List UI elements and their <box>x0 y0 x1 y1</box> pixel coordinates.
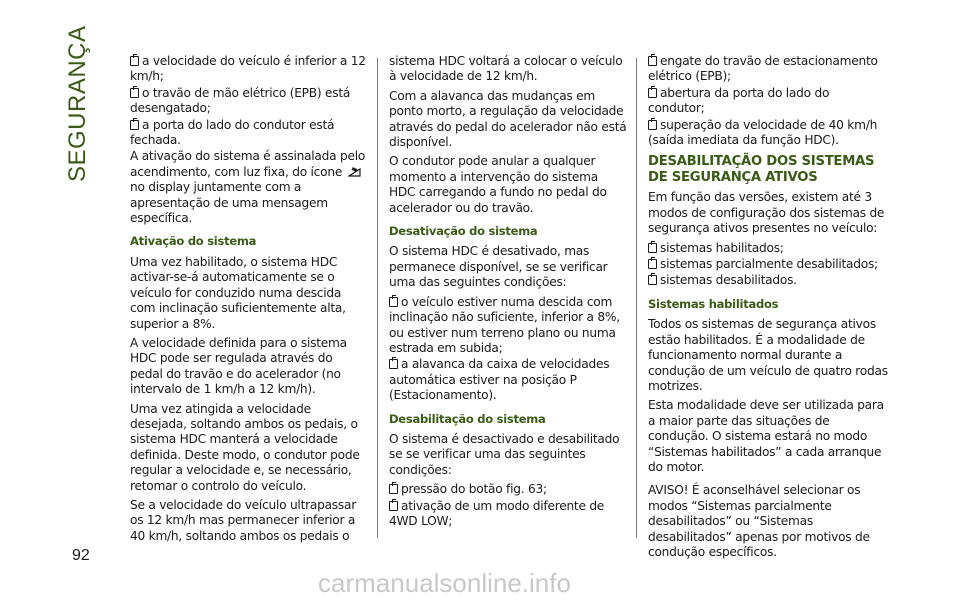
column-1 <box>130 54 366 548</box>
paragraph: Esta modalidade deve ser utilizada para a maior parte das situações de condução. O sistema estará no modo “Sistemas habilitados” a cada arranque do motor. <box>648 398 884 474</box>
list-item: pressão do botão fig. 63; <box>389 482 627 497</box>
list-item: sistemas parcialmente desabilitados; <box>648 257 888 272</box>
column-divider <box>377 58 378 538</box>
column-3 <box>648 54 888 564</box>
bullet-icon <box>389 359 398 369</box>
bullet-icon <box>130 56 139 66</box>
bullet-icon <box>389 484 398 494</box>
hill-descent-control-icon <box>348 166 361 178</box>
paragraph: sistema HDC voltará a colocar o veículo à velocidade de 12 km/h. <box>389 54 623 84</box>
paragraph: Uma vez habilitado, o sistema HDC activar-se-á automaticamente se o veículo for conduzido numa descida com inclinação suficientemente alta, superior a 8%. <box>130 254 346 331</box>
subheading: Sistemas habilitados <box>648 296 779 311</box>
list-item: a porta do lado do condutor está fechada. <box>130 117 335 148</box>
subheading: Desativação do sistema <box>389 224 538 239</box>
paragraph: O sistema é desactivado e desabilitado se se verificar uma das seguintes condições: <box>389 431 620 477</box>
list-item: abertura da porta do lado do condutor; <box>648 85 830 116</box>
bullet-icon <box>648 275 657 285</box>
bullet-icon <box>389 501 398 511</box>
subheading: Desabilitação do sistema <box>389 411 546 426</box>
list-item: ativação de um modo diferente de 4WD LOW; <box>389 498 605 528</box>
bullet-icon <box>130 120 139 130</box>
paragraph: Com a alavanca das mudanças em ponto morto, a regulação da velocidade através do pedal do acelerador não está disponível. <box>389 88 627 150</box>
paragraph: O condutor pode anular a qualquer momento a intervenção do sistema HDC carregando a fundo no pedal do acelerador ou do travão. <box>389 154 607 215</box>
bullet-icon <box>648 120 657 130</box>
watermark: carmanualsonline.info <box>318 568 571 598</box>
paragraph: A velocidade definida para o sistema HDC pode ser regulada através do pedal do travão e do acelerador (no intervalo de 1 km/h a 12 km/h). <box>130 335 347 397</box>
bullet-icon <box>648 259 657 269</box>
page-number: 92 <box>72 547 90 564</box>
bullet-icon <box>648 243 657 253</box>
list-item: engate do travão de estacionamento elétrico (EPB); <box>648 54 878 84</box>
bullet-icon <box>130 88 139 98</box>
list-item: sistemas habilitados; <box>648 241 888 256</box>
section-heading: DESABILITAÇÃO DOS SISTEMAS DE SEGURANÇA ATIVOS <box>648 154 875 186</box>
list-item: o travão de mão elétrico (EPB) está desengatado; <box>130 85 351 116</box>
warning-paragraph: AVISO! É aconselhável selecionar os modos “Sistemas parcialmente desabilitados” ou “Sistemas desabilitados” apenas por motivos de condução específicos. <box>648 483 870 559</box>
bullet-icon <box>648 88 657 98</box>
list-item: o veículo estiver numa descida com inclinação não suficiente, inferior a 8%, ou estiver num terreno plano ou numa estrada em subida; <box>389 294 620 355</box>
bullet-icon <box>389 297 398 307</box>
column-2 <box>389 54 627 530</box>
column-divider <box>636 58 637 538</box>
bullet-icon <box>648 56 657 66</box>
paragraph: Uma vez atingida a velocidade desejada, soltando ambos os pedais, o sistema HDC manterá a velocidade definida. Deste modo, o condutor pode regular a velocidade e, se necessário, retomar o controlo do veículo. <box>130 401 360 493</box>
paragraph: A ativação do sistema é assinalada pelo acendimento, com luz fixa, do ícone no display juntamente com a apresentação de uma mensagem específica. <box>130 149 366 226</box>
list-item: sistemas desabilitados. <box>648 273 888 288</box>
paragraph: O sistema HDC é desativado, mas permanece disponível, se se verificar uma das seguintes condições: <box>389 244 608 290</box>
paragraph: Se a velocidade do veículo ultrapassar os 12 km/h mas permanecer inferior a 40 km/h, soltando ambos os pedais o <box>130 497 356 543</box>
list-item: a velocidade do veículo é inferior a 12 km/h; <box>130 54 366 84</box>
section-title: SEGURANÇA <box>64 25 91 182</box>
paragraph: Em função das versões, existem até 3 modos de configuração dos sistemas de segurança ativos presentes no veículo: <box>648 190 885 236</box>
subheading: Ativação do sistema <box>130 234 257 249</box>
list-item: superação da velocidade de 40 km/h (saída imediata da função HDC). <box>648 117 878 148</box>
list-item: a alavanca da caixa de velocidades automática estiver na posição P (Estacionamento). <box>389 357 610 403</box>
paragraph: Todos os sistemas de segurança ativos estão habilitados. É a modalidade de funcionamento normal durante a condução de um veículo de quatro rodas motrizes. <box>648 317 888 393</box>
